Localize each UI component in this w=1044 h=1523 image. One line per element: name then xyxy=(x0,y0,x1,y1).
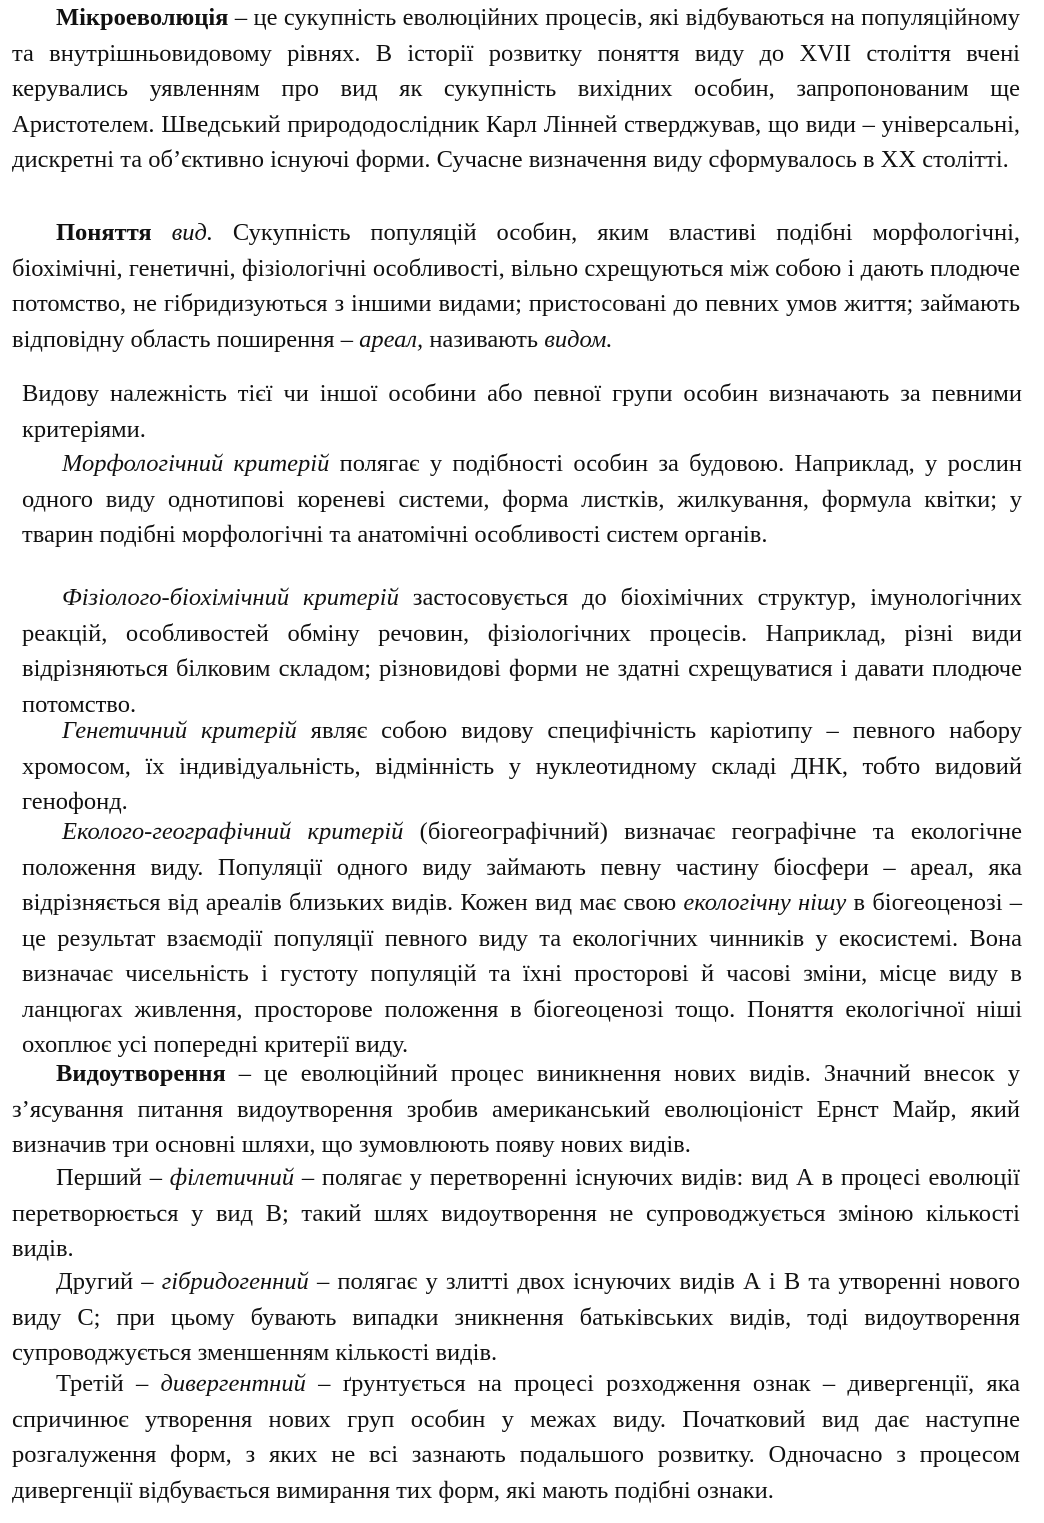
text-run: Сукупність популяцій особин, яким властиві подібні морфологічні, біохімічні, генетичні, фізіологічні особливості, вільно схрещуються між собою і дають плодюче потомство, не гібридизуються з іншими видами; пристосовані до певних умов життя; займають відповідну область поширення – xyxy=(12,219,1020,353)
paragraph-divergent-path xyxy=(12,1366,1020,1508)
term-italic: екологічну нішу xyxy=(683,889,847,916)
text-run: (біогеографічний) визначає географічне та екологічне положення виду. Популяції одного виду займають певну частину біосфери – ареал, яка відрізняється від ареалів близьких видів. Кожен вид має свою xyxy=(22,818,1022,916)
text-run: – це еволюційний процес виникнення нових видів. Значний внесок у з’ясування питання видоутворення зробив американський еволюціоніст Ернст Майр, який визначив три основні шляхи, що зумовлюють появу нових видів. xyxy=(12,1060,1020,1158)
term-italic: ареал, xyxy=(359,325,424,353)
term-italic: філетичний xyxy=(169,1164,295,1191)
term-bold: Мікроеволюція xyxy=(56,4,229,31)
term-italic: гібридогенний xyxy=(161,1268,309,1295)
text-run: полягає у подібності особин за будовою. Наприклад, у рослин одного виду однотипові кореневі системи, форма листків, жилкування, формула квітки; у тварин подібні морфологічні та анатомічні особливості систем органів. xyxy=(22,450,1023,548)
paragraph-hybridogenic-path xyxy=(12,1264,1020,1371)
text-run: застосовується до біохімічних структур, імунологічних реакцій, особливостей обміну речовин, фізіологічних процесів. Наприклад, різні види відрізняються білковим складом; різновидові форми не здатні схрещуватися і давати плодюче потомство. xyxy=(22,584,1022,718)
paragraph-phyletic-path xyxy=(12,1160,1020,1267)
paragraph-genetic-criterion xyxy=(22,713,1022,820)
paragraph-morphological-criterion xyxy=(22,446,1022,553)
text-run: Перший – xyxy=(56,1164,170,1191)
paragraph-criteria-intro xyxy=(22,376,1022,447)
text-run: Другий – xyxy=(56,1268,162,1295)
text-run: в біогеоценозі – це результат взаємодії популяції певного виду та екологічних чинників у екосистемі. Вона визначає чисельність і густоту популяцій та їхні просторові й часові зміни, місце виду в ланцюгах живлення, просторове положення в біогеоценозі тощо. Поняття екологічної ніші охоплює усі попередні критерії виду. xyxy=(22,889,1023,1058)
text-run: Третій – xyxy=(56,1370,161,1397)
term-italic: видом. xyxy=(544,325,613,353)
text-run: називають xyxy=(423,325,545,353)
paragraph-ecogeographic-criterion xyxy=(22,814,1022,1063)
term-bold: Поняття xyxy=(56,219,152,246)
term-italic: вид. xyxy=(171,219,214,246)
term-bold: Видоутворення xyxy=(56,1060,226,1087)
term-italic: Генетичний критерій xyxy=(62,717,297,744)
paragraph-species-concept xyxy=(12,215,1020,357)
text-run: Видову належність тієї чи іншої особини або певної групи особин визначають за певними критеріями. xyxy=(22,380,1022,443)
term-italic: Еколого-географічний критерій xyxy=(62,818,404,845)
paragraph-physiological-criterion xyxy=(22,580,1022,722)
paragraph-speciation xyxy=(12,1056,1020,1163)
text-run: – це сукупність еволюційних процесів, які відбуваються на популяційному та внутрішньовидовому рівнях. В історії розвитку поняття виду до XVII століття вчені керувались уявленням про вид як сукупність вихідних особин, запропонованим ще Аристотелем. Шведський природодослідник Карл Лінней стверджував, що види – універсальні, дискретні та об’єктивно існуючі форми. Сучасне визначення виду сформувалось в XX столітті. xyxy=(12,4,1020,173)
text-run: – полягає у перетворенні існуючих видів: вид А в процесі еволюції перетворюється у вид В; такий шлях видоутворення не супроводжується зміною кількості видів. xyxy=(12,1164,1020,1262)
term-italic: дивергентний xyxy=(160,1370,306,1397)
text-run xyxy=(152,219,172,246)
text-run: – ґрунтується на процесі розходження ознак – дивергенції, яка спричинює утворення нових груп особин у межах виду. Початковий вид дає наступне розгалуження форм, з яких не всі зазнають подальшого розвитку. Одночасно з процесом дивергенції відбувається вимирання тих форм, які мають подібні ознаки. xyxy=(12,1370,1020,1504)
text-run: – полягає у злитті двох існуючих видів А і В та утворенні нового виду С; при цьому бувають випадки зникнення батьківських видів, тоді видоутворення супроводжується зменшенням кількості видів. xyxy=(12,1268,1020,1366)
text-run: являє собою видову специфічність каріотипу – певного набору хромосом, їх індивідуальність, відмінність у нуклеотидному складі ДНК, тобто видовий генофонд. xyxy=(22,717,1022,815)
paragraph-microevolution xyxy=(12,0,1020,178)
term-italic: Фізіолого-біохімічний критерій xyxy=(62,584,399,611)
term-italic: Морфологічний критерій xyxy=(62,450,330,477)
